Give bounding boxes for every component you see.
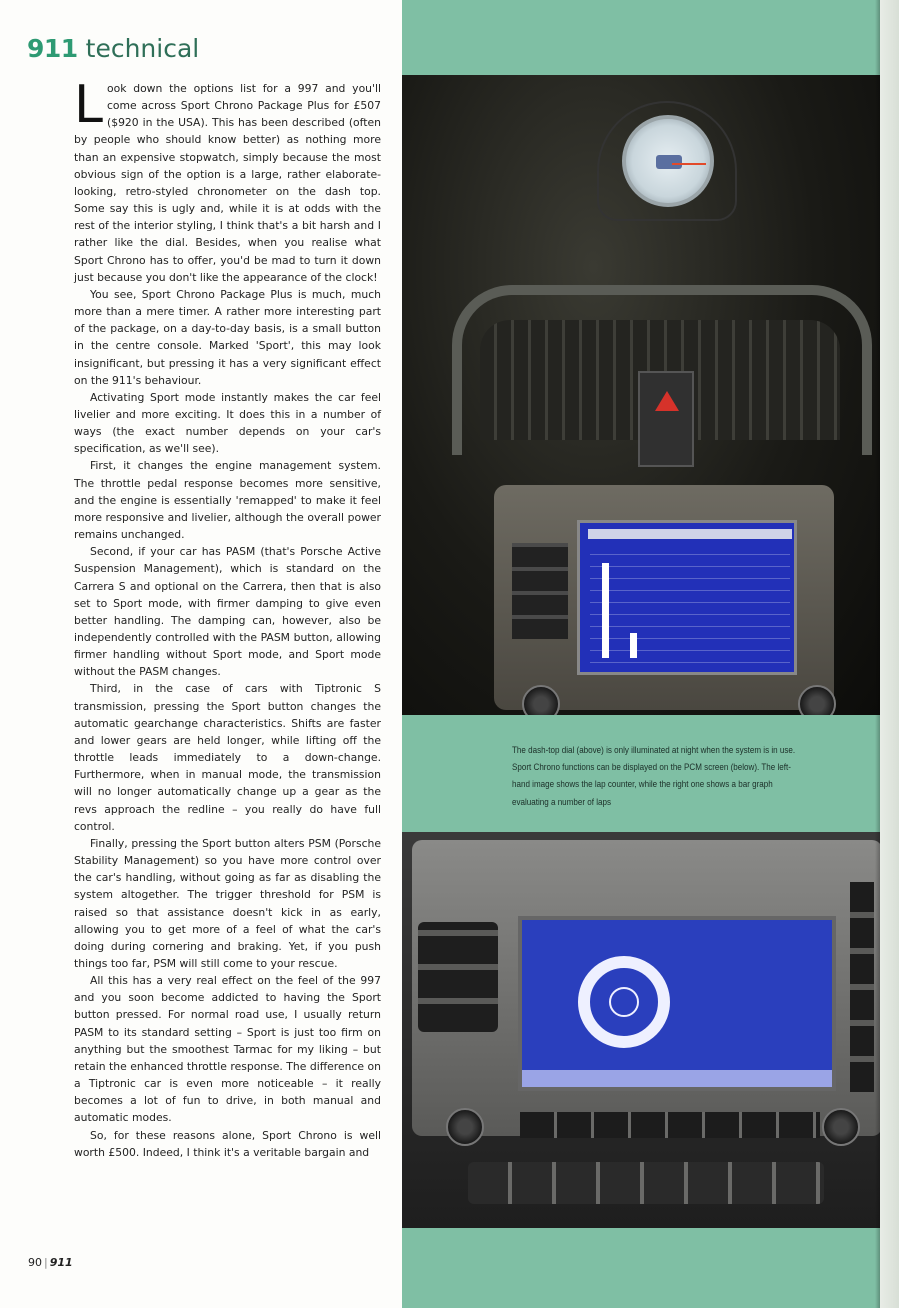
next-page-edge: [880, 0, 899, 1308]
article-paragraph-4: First, it changes the engine management system. The throttle pedal response becomes more sensitive, and the engine is essentially 'remapped' to make it feel more responsive and livelier, although the overall power remains unchanged.: [74, 459, 381, 542]
photo-caption: The dash-top dial (above) is only illuminated at night when the system is in use. Sport Chrono functions can be displayed on the PCM screen (below). The left-hand image shows the lap counter, while the right one shows a bar graph evaluating a number of laps: [512, 745, 796, 808]
dial-readout: [656, 155, 682, 169]
article-paragraph-3: Activating Sport mode instantly makes the car feel livelier and more exciting. It does this in a number of ways (the exact number depends on your car's specification, as we'll see).: [74, 390, 381, 456]
dashboard-photo: [402, 75, 880, 715]
chrono-dial-image: [622, 115, 714, 207]
screen-header-bar: [588, 529, 792, 539]
pcm-screen-lap-counter: [518, 916, 836, 1091]
article-paragraph-5: Second, if your car has PASM (that's Porsche Active Suspension Management), which is standard on the Carrera S and optional on the Carrera, then that is also set to Sport mode, with firmer damping to give even better handling. The damping can, however, also be independently controlled with the PASM button, allowing firmer handling without Sport mode, and Sport mode without the PASM changes.: [74, 545, 381, 679]
section-heading: [27, 34, 199, 64]
pcm-softkeys-image: [520, 1112, 820, 1138]
hazard-icon: [655, 391, 679, 411]
folio-magazine-logo: 911: [49, 1256, 73, 1269]
page-number: 90: [28, 1256, 42, 1269]
screen-grid: [590, 553, 790, 663]
article-paragraph-6: Third, in the case of cars with Tiptronic S transmission, pressing the Sport button changes the automatic gearchange characteristics. Shifts are faster and lower gears are held longer, while lifting off the throttle leads immediately to a down-change. Furthermore, when in manual mode, the transmission will no longer automatically change up a gear as the revs approach the redline – you really do have full control.: [74, 682, 381, 833]
article-paragraph-2: You see, Sport Chrono Package Plus is much, much more than a mere timer. A rather more interesting part of the package, on a day-to-day basis, is a small button in the centre console. Marked 'Sport', this may look insignificant, but pressing it has a very significant effect on the 911's behaviour.: [74, 287, 381, 387]
article-paragraph-9: So, for these reasons alone, Sport Chrono is well worth £500. Indeed, I think it's a veritable bargain and: [74, 1128, 381, 1159]
photo-column: [402, 0, 899, 1308]
article-body: [74, 75, 381, 1161]
volume-knob-image: [446, 1108, 484, 1146]
article-paragraph-8: All this has a very real effect on the feel of the 997 and you soon become addicted to having the Sport button pressed. For normal road use, I usually return PASM to its standard setting – Sport is just too firm on anything but the smoothest Tarmac for my liking – but retain the enhanced throttle response. The difference on a Tiptronic car is even more noticeable – it really becomes a lot of fun to drive, in both manual and automatic modes.: [74, 974, 381, 1125]
article-paragraph-7: Finally, pressing the Sport button alters PSM (Porsche Stability Management) so you have more control over the car's handling, without going as far as disabling the system altogether. The trigger threshold for PSM is raised so that assistance doesn't kick in as early, allowing you to get more of a feel of what the car's doing during cornering and braking. Yet, if you push things too far, PSM will still come to your rescue.: [74, 836, 381, 970]
volume-knob-image: [522, 685, 560, 715]
pcm-keypad-image: [418, 922, 498, 1032]
lap-counter-center: [609, 987, 639, 1017]
section-title: technical: [85, 34, 200, 63]
hazard-switch-image: [638, 371, 694, 467]
lap-bar: [630, 633, 637, 658]
magazine-logo: 911: [27, 34, 78, 63]
article-paragraph-1: [74, 75, 381, 286]
text-column: [0, 0, 402, 1308]
lap-bar: [602, 563, 609, 658]
drop-cap: L: [74, 75, 103, 135]
paragraph-text: ook down the options list for a 997 and you'll come across Sport Chrono Package Plus for £507 ($920 in the USA). This has been described (often by people who should know better) as nothing more than an expensive stopwatch, simply because the most obvious sign of the option is a large, rather elaborate-looking, retro-styled chronometer on the dash top. Some say this is ugly and, while it is at odds with the rest of the interior styling, I think that's a bit harsh and I rather like the dial. Besides, when you realise what Sport Chrono has to offer, you'd be mad to turn it down just because you don't like the appearance of the clock!: [74, 82, 381, 284]
folio-divider: |: [44, 1256, 48, 1269]
select-knob-image: [822, 1108, 860, 1146]
pcm-closeup-photo: [402, 832, 880, 1228]
dial-hand: [672, 163, 706, 165]
pcm-side-keys-image: [850, 882, 874, 1092]
pcm-keypad-image: [512, 543, 568, 639]
climate-buttons-image: [468, 1162, 824, 1204]
pcm-screen-lap-graph: [577, 520, 797, 675]
page-folio: [28, 1256, 73, 1270]
select-knob-image: [798, 685, 836, 715]
screen-status-bar: [522, 1070, 832, 1087]
